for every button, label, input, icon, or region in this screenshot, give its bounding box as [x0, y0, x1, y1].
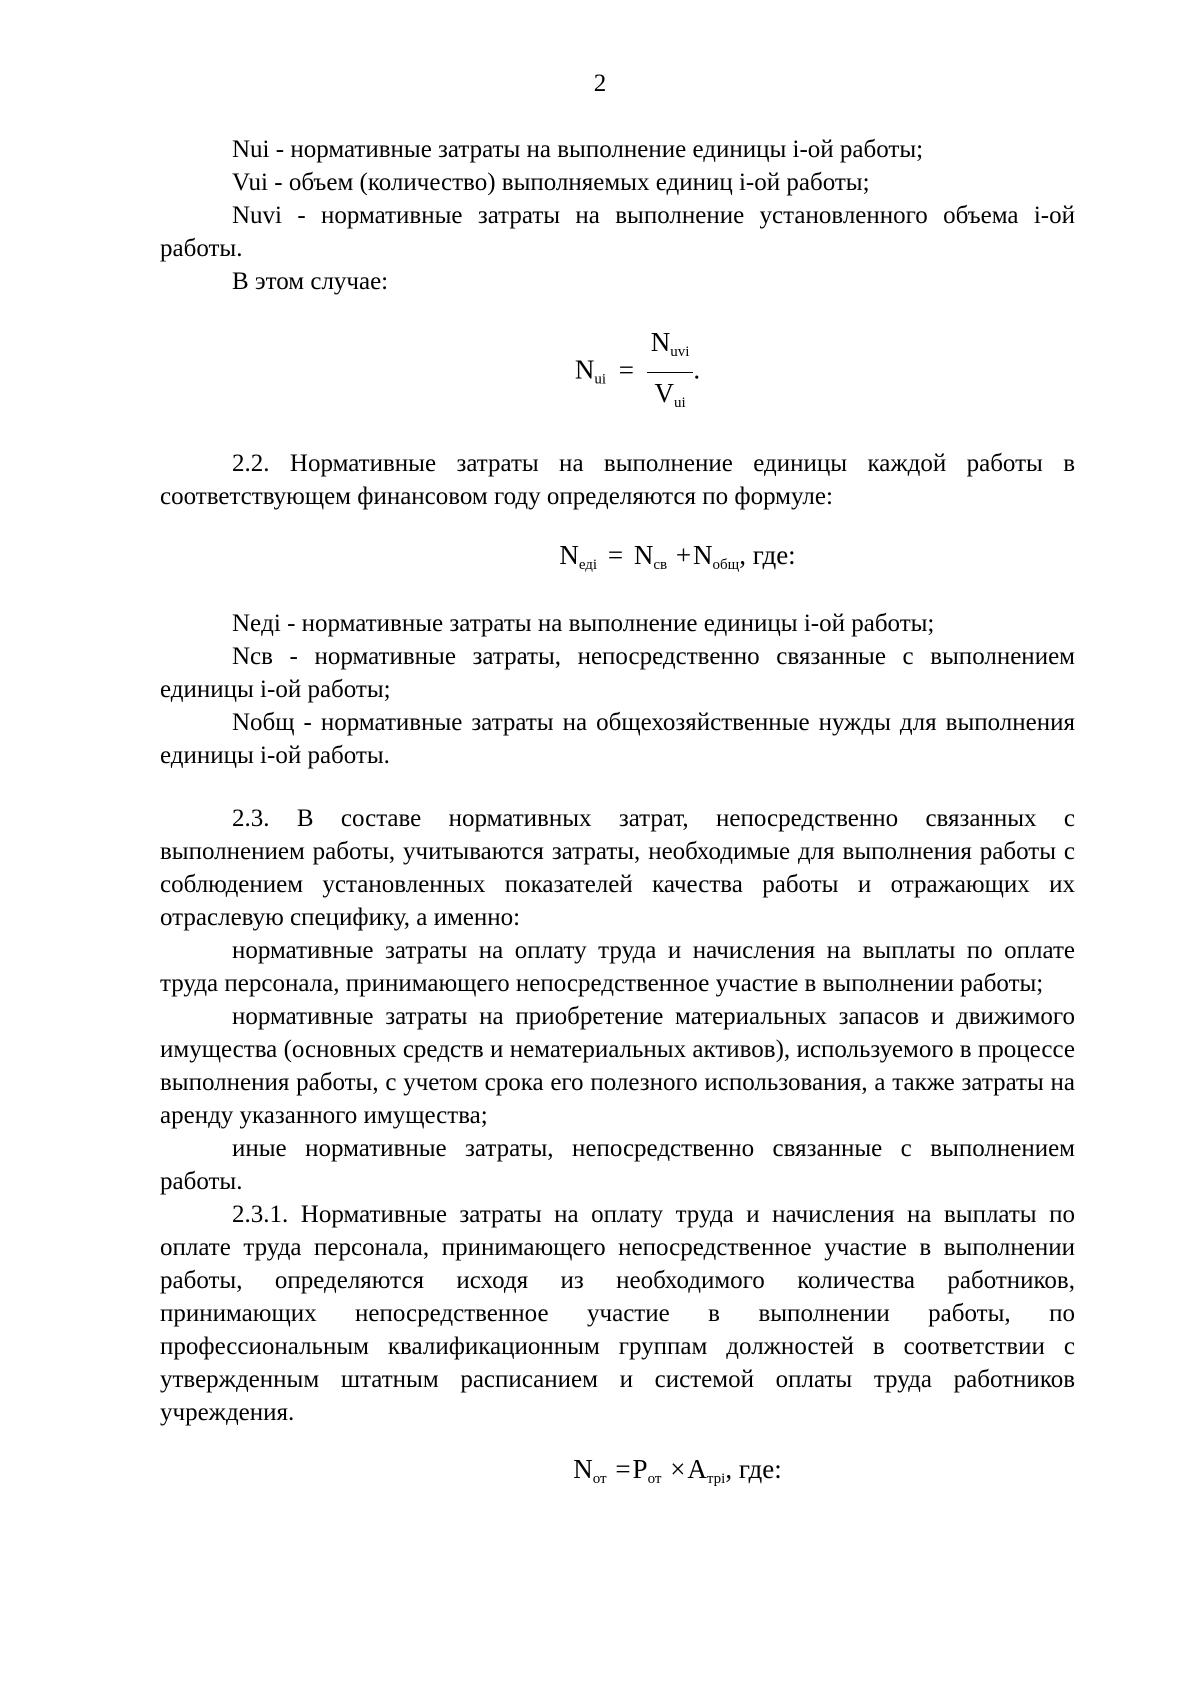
list-item-materials: нормативные затраты на приобретение материальных запасов и движимого имущества (основных средств и нематериальных активов), используемого в процессе выполнения работы, с учетом срока его полезного использования, а также затраты на аренду указанного имущества;: [160, 1003, 1075, 1129]
formula-not: $N_{от} =P_{от} \times A_{трі}$, где:: [573, 1454, 782, 1487]
def-nui: Nui - нормативные затраты на выполнение единицы i-ой работы;: [232, 136, 924, 163]
para-2-3: 2.3. В составе нормативных затрат, непосредственно связанных с выполнением работы, учитываются затраты, необходимые для выполнения работы с соблюдением установленных показателей качества работы и отражающих их отраслевую специфику, а именно:: [160, 805, 1075, 931]
def-nedi: Neді - нормативные затраты на выполнение единицы i-ой работы;: [232, 610, 935, 637]
def-nobsch: Nобщ - нормативные затраты на общехозяйственные нужды для выполнения единицы i-ой работы.: [160, 709, 1075, 769]
para-2-3-1: 2.3.1. Нормативные затраты на оплату труда и начисления на выплаты по оплате труда персонала, принимающего непосредственное участие в выполнении работы, определяются исходя из необходимого количества работников, принимающих непосредственное участие в выполнении работы, по профессиональным квалификационным группам должностей в соответствии с утвержденным штатным расписанием и системой оплаты труда работников учреждения.: [160, 1201, 1075, 1426]
def-nuvi: Nuvi - нормативные затраты на выполнение установленного объема i-ой работы.: [160, 202, 1075, 262]
case-intro: В этом случае:: [232, 268, 389, 295]
para-2-2: 2.2. Нормативные затраты на выполнение единицы каждой работы в соответствующем финансовом году определяются по формуле:: [160, 450, 1075, 510]
def-nsv: Nсв - нормативные затраты, непосредственно связанные с выполнением единицы i-ой работы;: [160, 643, 1075, 703]
document-body: [160, 133, 1075, 1497]
fraction: $\frac{N_{uvi}}{V_{ui}}$: [647, 324, 694, 421]
page-number: 2: [593, 70, 607, 97]
formula-nedi: $N_{еді} = N_{св} +N_{общ}$, где:: [559, 540, 796, 573]
def-vui: Vui - объем (количество) выполняемых единиц i-ой работы;: [232, 169, 870, 196]
list-item-labor: нормативные затраты на оплату труда и начисления на выплаты по оплате труда персонала, принимающего непосредственное участие в выполнении работы;: [160, 937, 1075, 997]
formula-nui: $N_{ui}$ = $\frac{N_{uvi}}{V_{ui}}$ .: [160, 324, 1075, 421]
list-item-other: иные нормативные затраты, непосредственно связанные с выполнением работы.: [160, 1135, 1075, 1195]
